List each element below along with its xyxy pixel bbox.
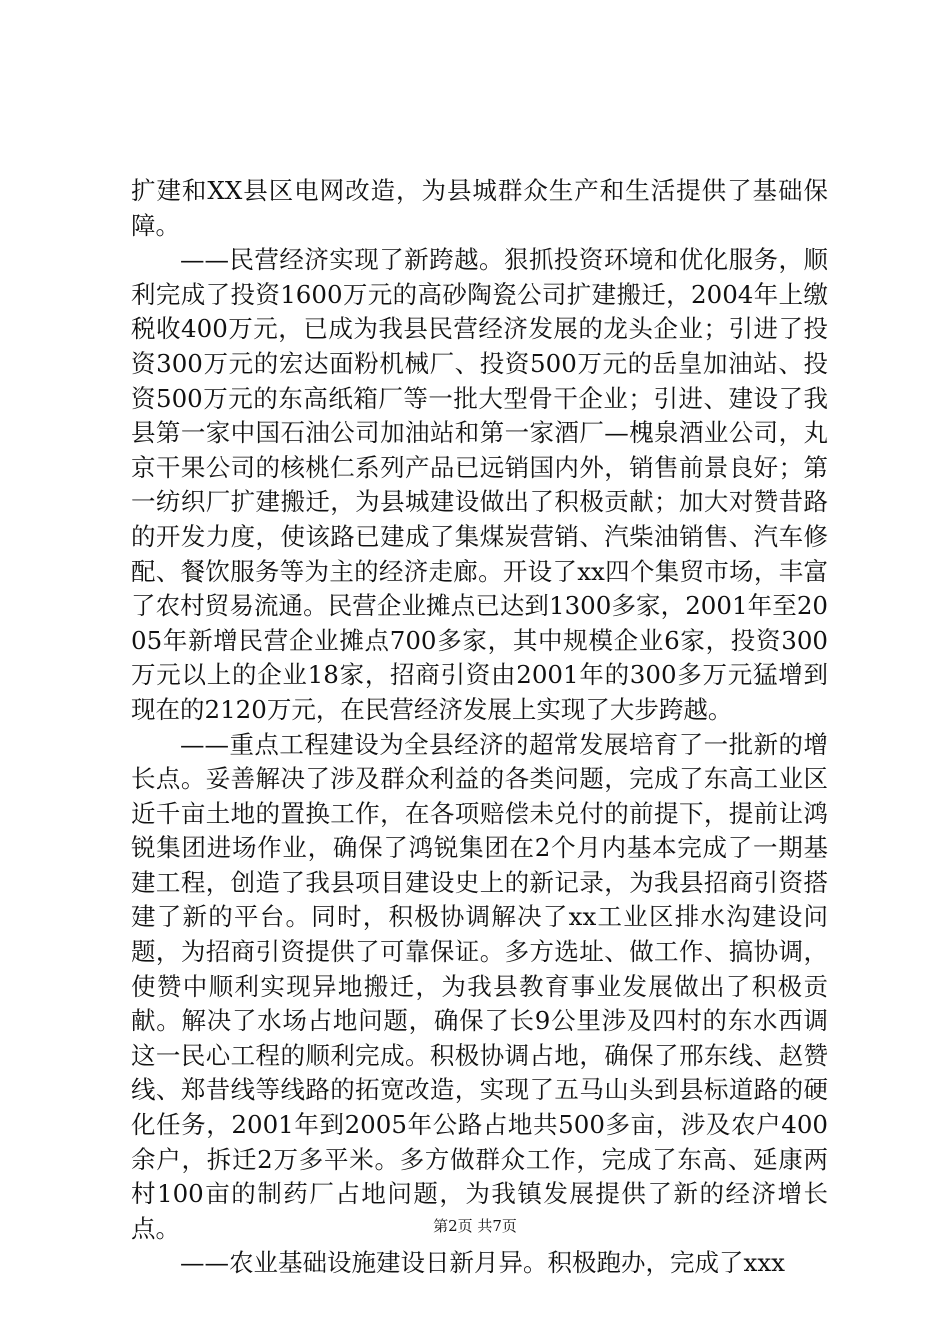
document-body [131,174,828,1281]
paragraph-2: ——民营经济实现了新跨越。狠抓投资环境和优化服务，顺利完成了投资1600万元的高砂陶瓷公司扩建搬迁，2004年上缴税收400万元，已成为我县民营经济发展的龙头企业；引进了投资300万元的宏达面粉机械厂、投资500万元的岳皇加油站、投资500万元的东高纸箱厂等一批大型骨干企业；引进、建设了我县第一家中国石油公司加油站和第一家酒厂—槐泉酒业公司，丸京干果公司的核桃仁系列产品已远销国内外，销售前景良好；第一纺织厂扩建搬迁，为县城建设做出了积极贡献；加大对赞昔路的开发力度，使该路已建成了集煤炭营销、汽柴油销售、汽车修配、餐饮服务等为主的经济走廊。开设了xx四个集贸市场，丰富了农村贸易流通。民营企业摊点已达到1300多家，2001年至2005年新增民营企业摊点700多家，其中规模企业6家，投资300万元以上的企业18家，招商引资由2001年的300多万元猛增到现在的2120万元，在民营经济发展上实现了大步跨越。 [131,245,828,724]
paragraph-1: 扩建和XX县区电网改造，为县城群众生产和生活提供了基础保障。 [131,176,828,240]
paragraph-3: ——重点工程建设为全县经济的超常发展培育了一批新的增长点。妥善解决了涉及群众利益的各类问题，完成了东高工业区近千亩土地的置换工作，在各项赔偿未兑付的前提下，提前让鸿锐集团进场作业，确保了鸿锐集团在2个月内基本完成了一期基建工程，创造了我县项目建设史上的新记录，为我县招商引资搭建了新的平台。同时，积极协调解决了xx工业区排水沟建设问题，为招商引资提供了可靠保证。多方选址、做工作、搞协调，使赞中顺利实现异地搬迁，为我县教育事业发展做出了积极贡献。解决了水场占地问题，确保了长9公里涉及四村的东水西调这一民心工程的顺利完成。积极协调占地，确保了邢东线、赵赞线、郑昔线等线路的拓宽改造，实现了五马山头到县标道路的硬化任务，2001年到2005年公路占地共500多亩，涉及农户400余户，拆迁2万多平米。多方做群众工作，完成了东高、延康两村100亩的制药厂占地问题，为我镇发展提供了新的经济增长点。 [131,729,828,1243]
paragraph-4: ——农业基础设施建设日新月异。积极跑办，完成了xxx [180,1248,785,1278]
page-footer: 第2页 共7页 [433,1217,517,1235]
